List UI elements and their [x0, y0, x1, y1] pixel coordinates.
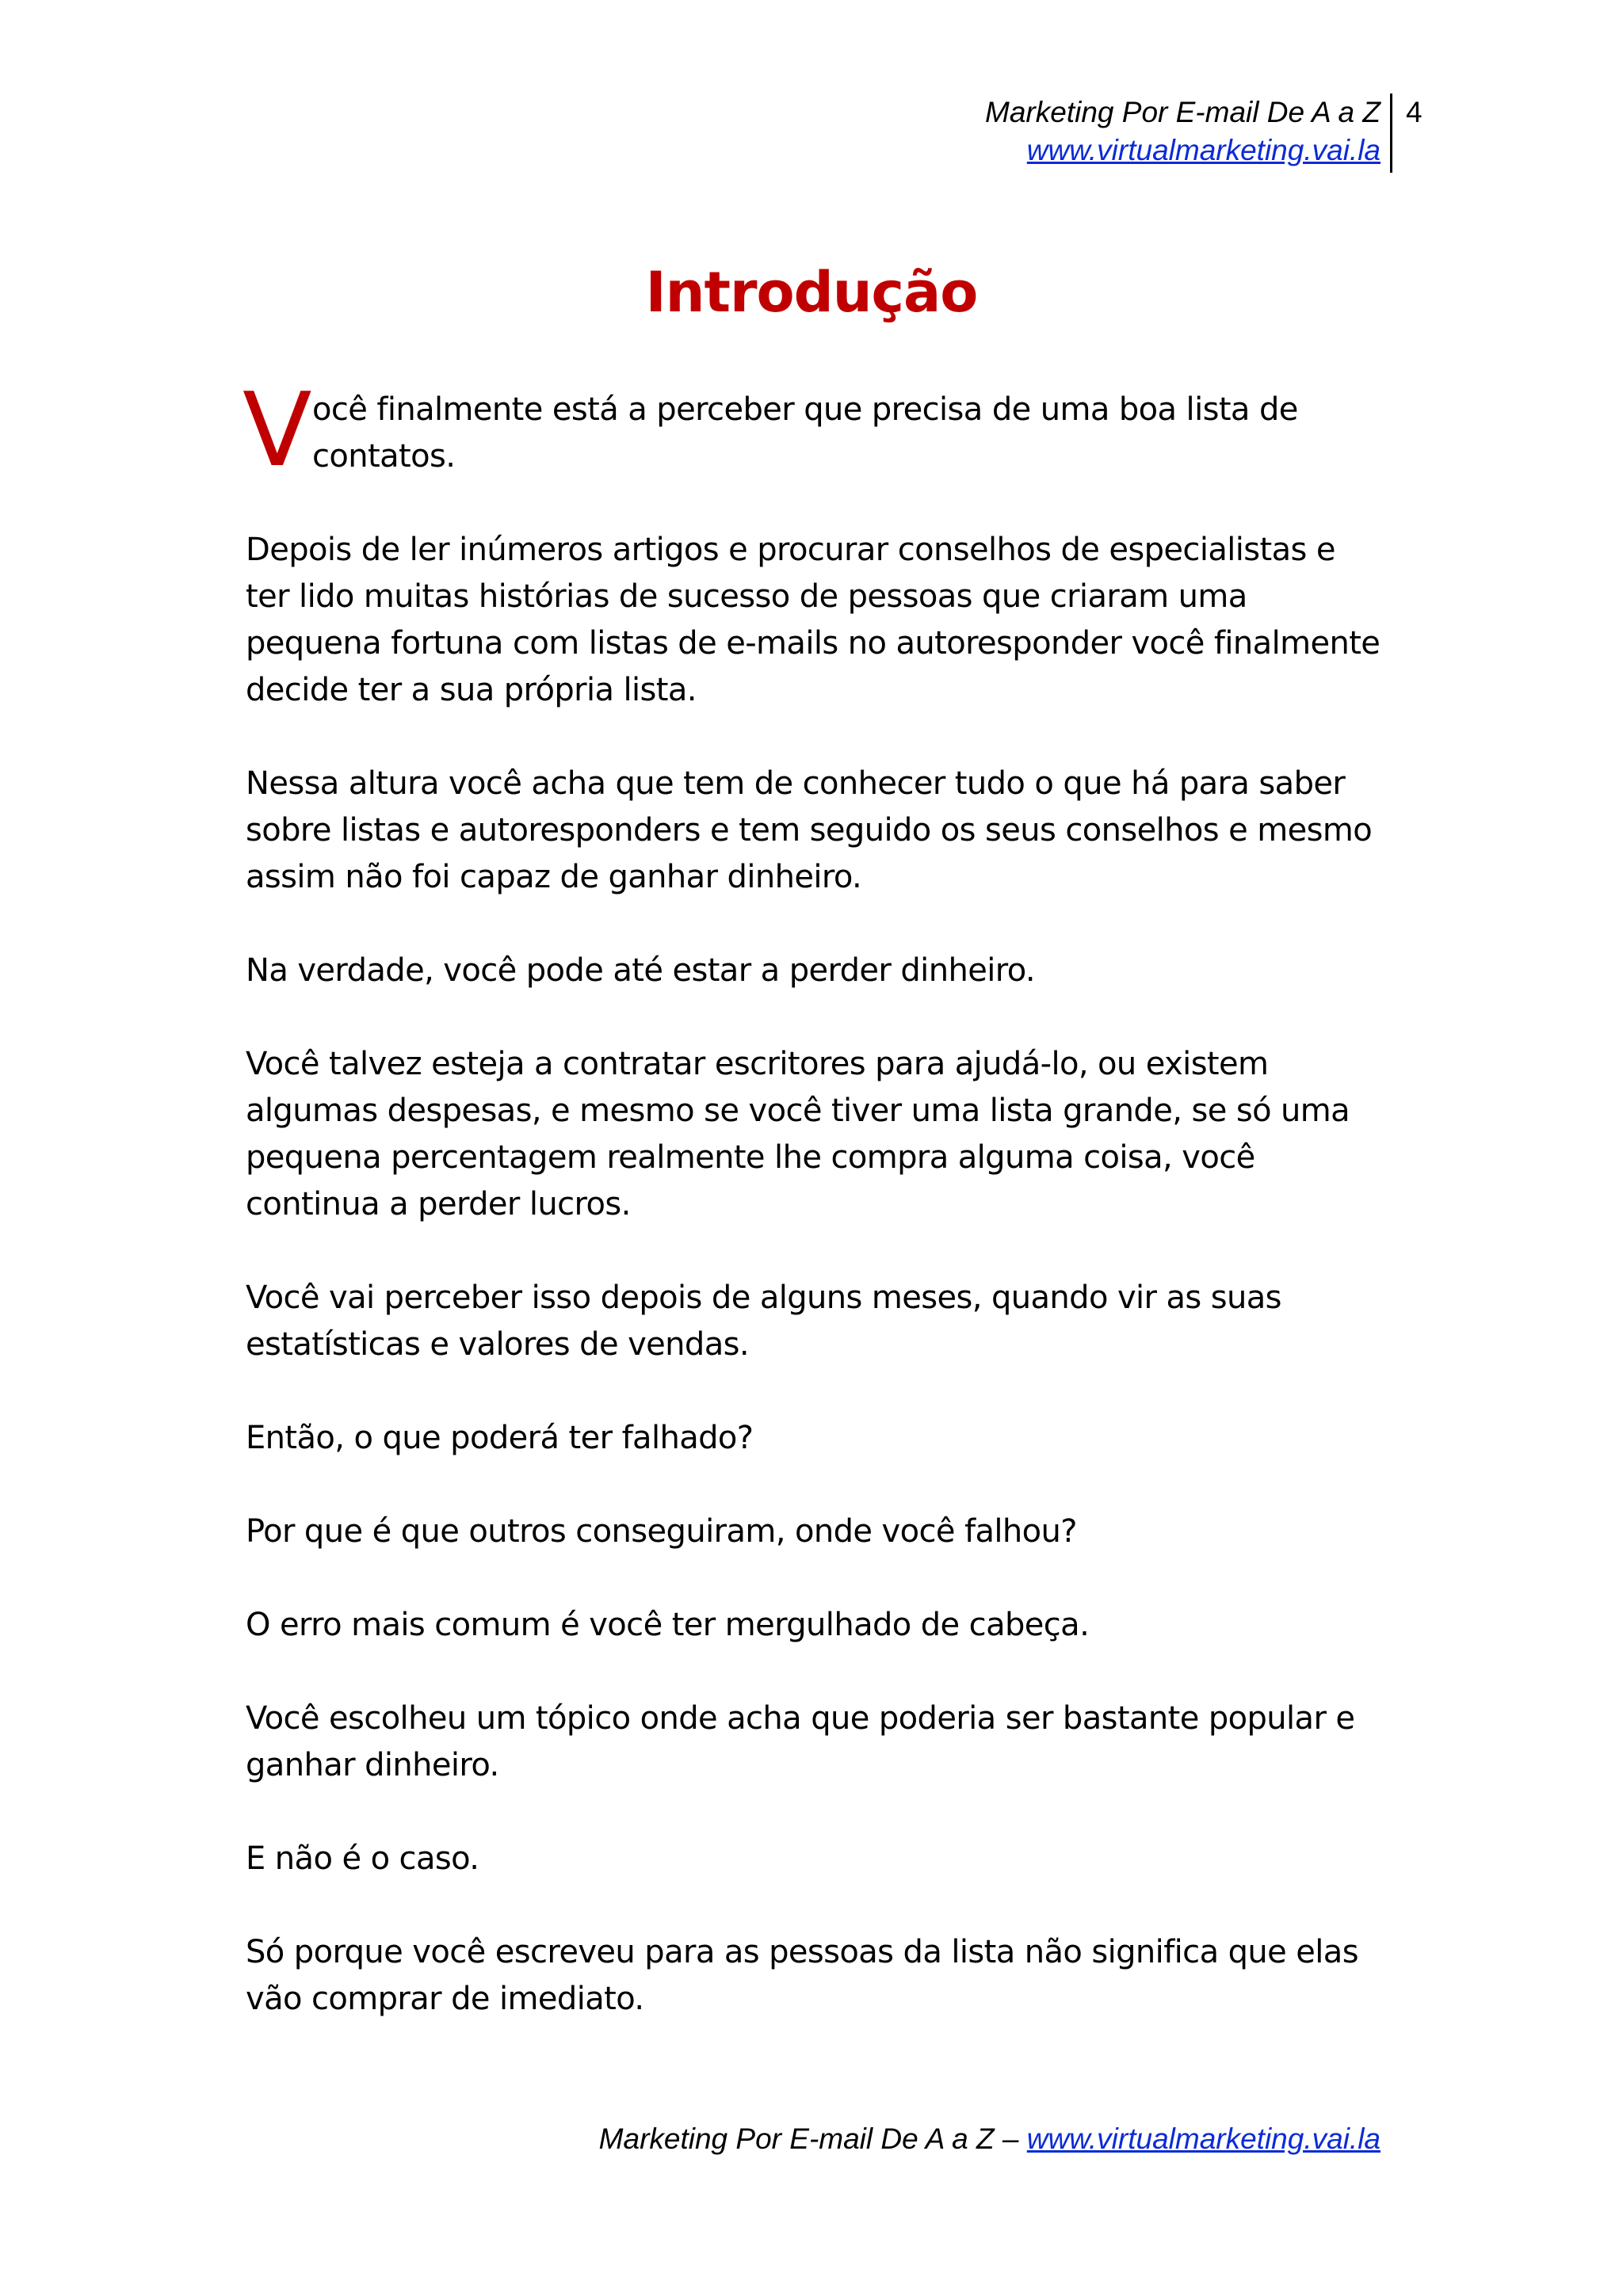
intro-paragraph: [242, 372, 1387, 490]
paragraph: Você vai perceber isso depois de alguns meses, quando vir as suas estatísticas e valores de vendas.: [246, 1280, 1281, 1363]
page-footer: [599, 2120, 1381, 2158]
header-url-link[interactable]: www.virtualmarketing.vai.la: [1026, 134, 1381, 166]
footer-separator: –: [994, 2122, 1027, 2155]
drop-cap: V: [242, 372, 311, 490]
paragraph: Então, o que poderá ter falhado?: [246, 1420, 754, 1456]
footer-book-title: Marketing Por E-mail De A a Z: [598, 2122, 995, 2155]
page-number: 4: [1406, 96, 1423, 128]
paragraph: Nessa altura você acha que tem de conhecer tudo o que há para saber sobre listas e autoresponders e tem seguido os seus conselhos e mesmo assim não foi capaz de ganhar dinheiro.: [246, 765, 1373, 895]
chapter-title: Introdução: [645, 260, 978, 325]
intro-text: ocê finalmente está a perceber que precisa de uma boa lista de contatos.: [312, 391, 1298, 475]
paragraph: Só porque você escreveu para as pessoas da lista não significa que elas vão comprar de imediato.: [246, 1934, 1358, 2017]
paragraph: O erro mais comum é você ter mergulhado de cabeça.: [246, 1607, 1090, 1643]
header-book-title: Marketing Por E-mail De A a Z: [985, 96, 1381, 128]
paragraph: E não é o caso.: [246, 1840, 479, 1877]
body-text: [242, 372, 1387, 2069]
paragraph: Depois de ler inúmeros artigos e procurar conselhos de especialistas e ter lido muitas histórias de sucesso de pessoas que criaram uma pequena fortuna com listas de e-mails no autoresponder você finalmente decide ter a sua própria lista.: [246, 532, 1381, 708]
paragraph: Por que é que outros conseguiram, onde você falhou?: [246, 1513, 1077, 1550]
page-header: [985, 93, 1381, 170]
header-divider: [1390, 93, 1392, 173]
paragraph: Você escolheu um tópico onde acha que poderia ser bastante popular e ganhar dinheiro.: [246, 1700, 1355, 1783]
paragraph: Você talvez esteja a contratar escritores para ajudá-lo, ou existem algumas despesas, e mesmo se você tiver uma lista grande, se só uma pequena percentagem realmente lhe compra alguma coisa, você continua a perder lucros.: [246, 1046, 1350, 1222]
paragraph: Na verdade, você pode até estar a perder dinheiro.: [246, 952, 1035, 989]
footer-url-link[interactable]: www.virtualmarketing.vai.la: [1026, 2122, 1381, 2155]
